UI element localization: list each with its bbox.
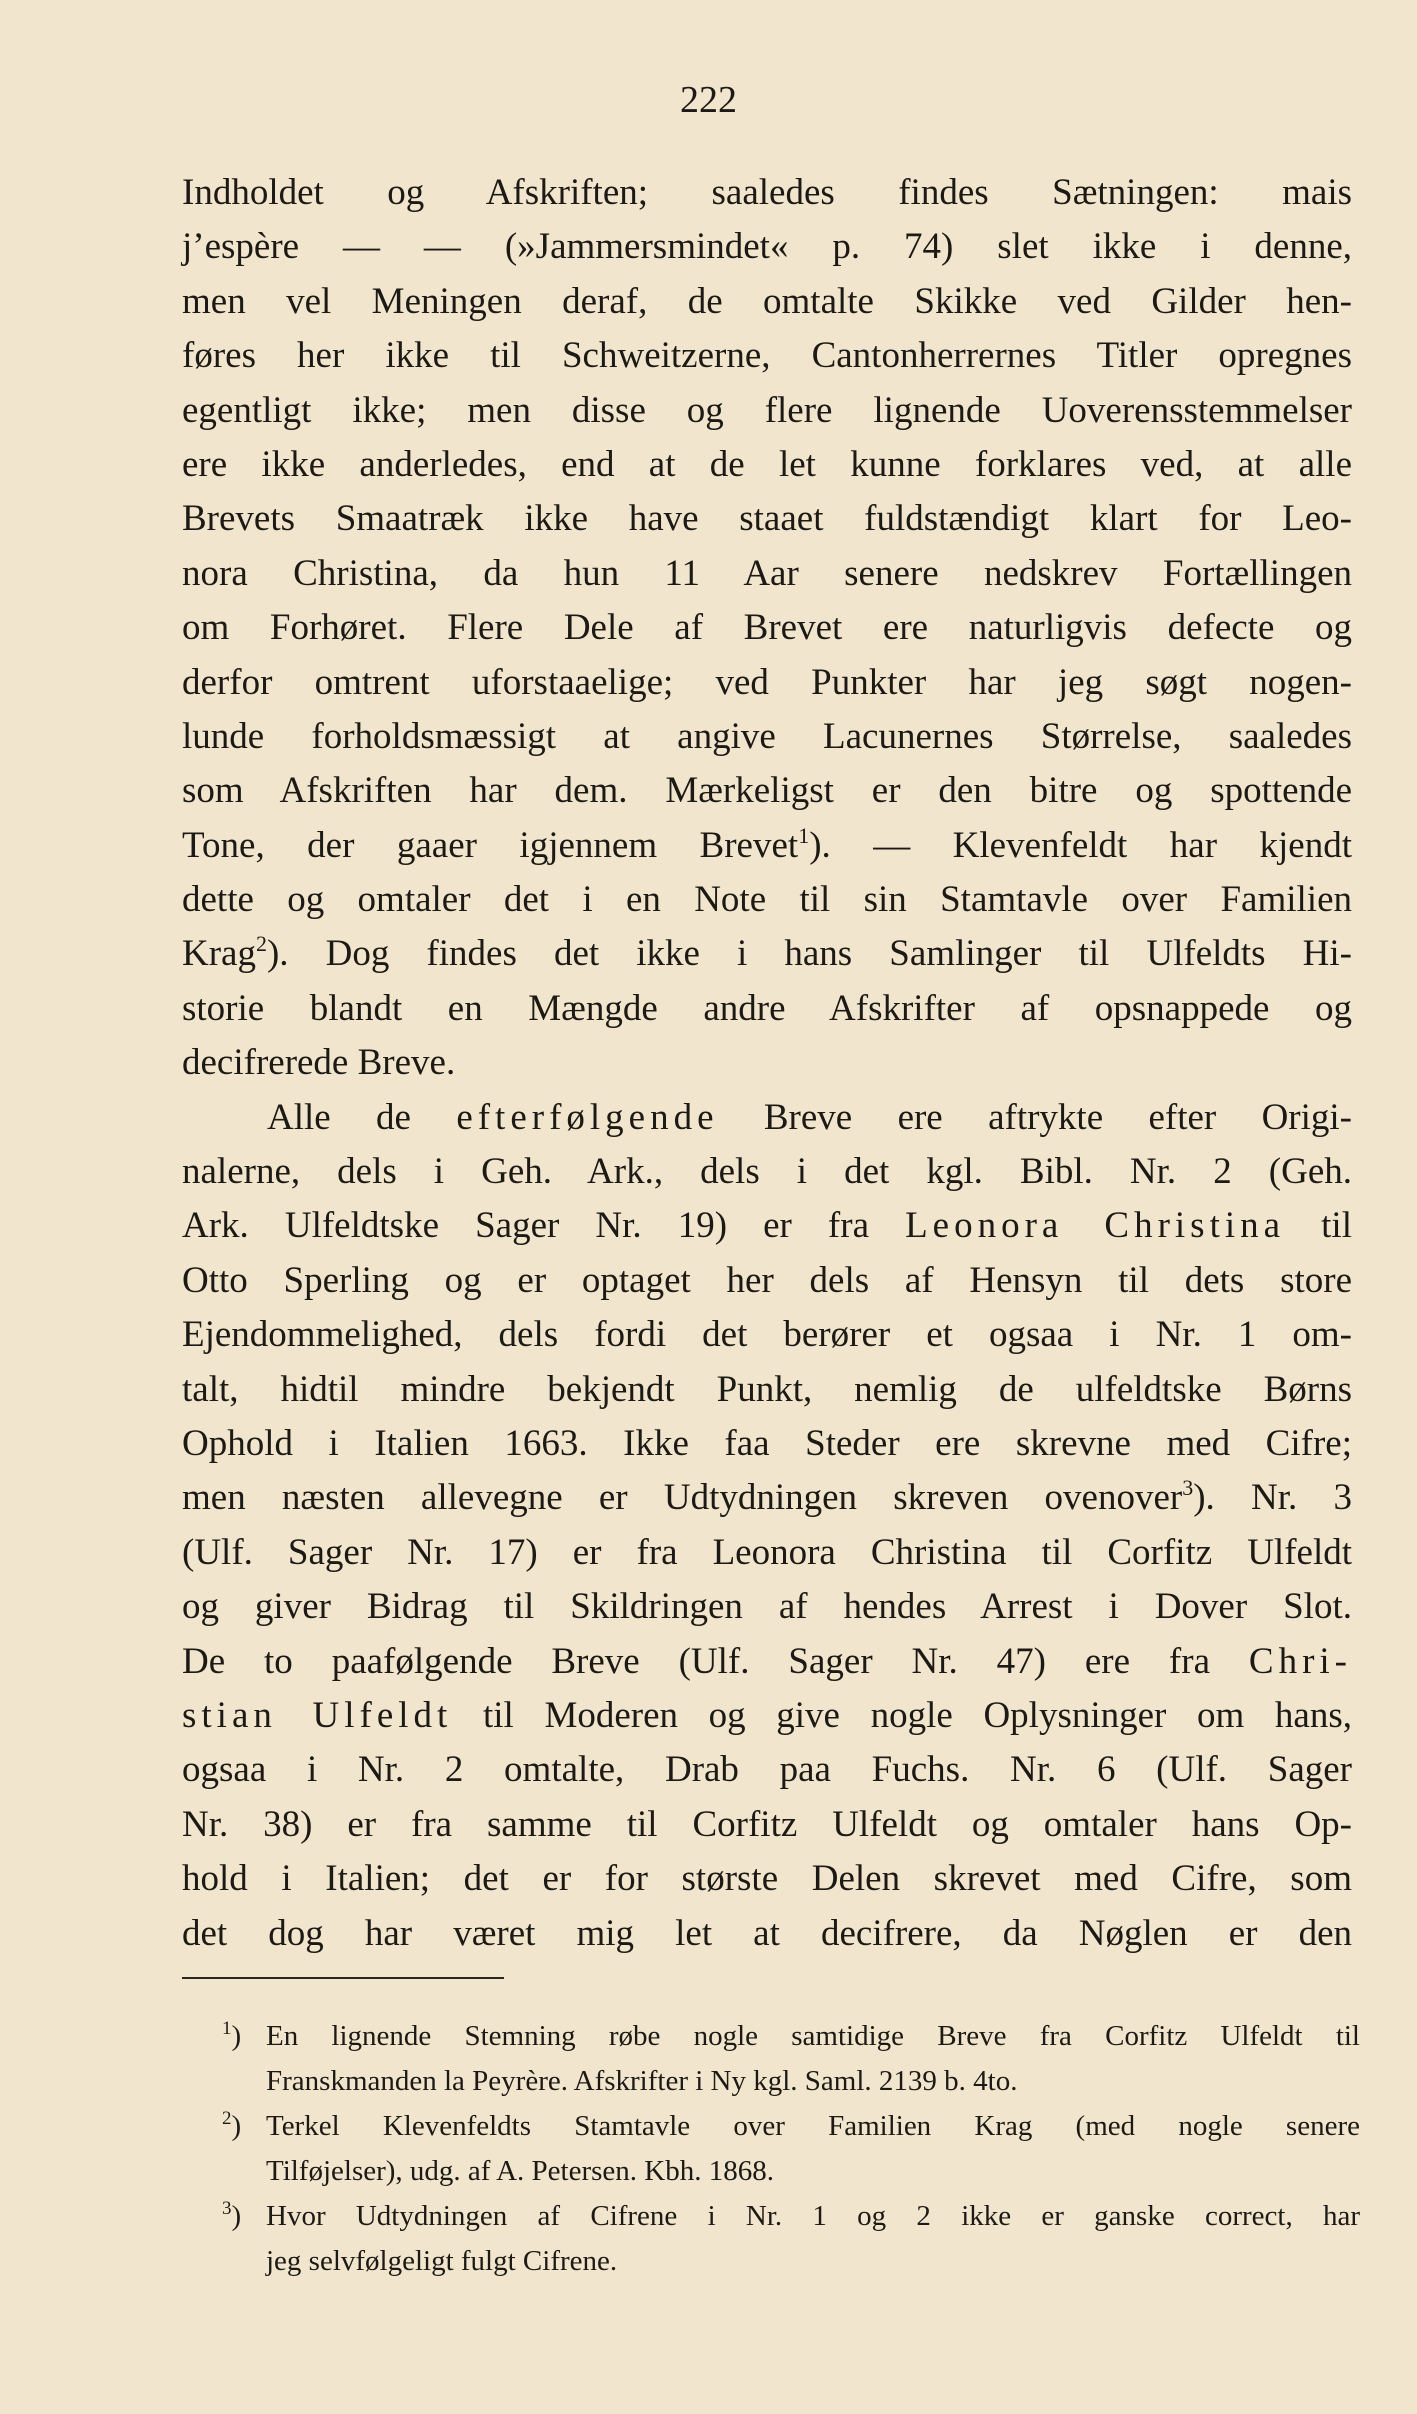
line-segment: ). Nr. 3	[1193, 1477, 1352, 1519]
footnote-text: Franskmanden la Peyrère. Afskrifter i Ny kgl. Saml. 2139 b. 4to.	[266, 2065, 1018, 2097]
text-line	[182, 1635, 1352, 1689]
footnote-number: $^3$)	[222, 2198, 242, 2232]
footnote-rule	[182, 1977, 504, 1979]
text-line: Nr. 38) er fra samme til Corfitz Ulfeldt og omtaler hans Op-	[182, 1803, 1352, 1845]
text-line	[182, 1199, 1352, 1253]
footnote-text: Terkel Klevenfeldts Stamtavle over Familien Krag (med nogle senere	[266, 2110, 1360, 2142]
footnote-number-sup: 3	[222, 2198, 232, 2219]
footnote-line	[222, 2059, 1360, 2104]
text-line: føres her ikke til Schweitzerne, Cantonherrernes Titler opregnes	[182, 335, 1352, 377]
footnote-line	[222, 2194, 1360, 2239]
text-line	[182, 819, 1352, 873]
footnote-text: Hvor Udtydningen af Cifrene i Nr. 1 og 2 ikke er ganske correct, har	[266, 2200, 1360, 2232]
line-segment: ). — Klevenfeldt har kjendt	[809, 824, 1352, 866]
spaced-name: Leonora Christina	[905, 1205, 1286, 1247]
line-segment: men næsten allevegne er Udtydningen skreven ovenover	[182, 1477, 1183, 1519]
footnote-text: jeg selvfølgeligt fulgt Cifrene.	[266, 2245, 618, 2277]
text-line: ere ikke anderledes, end at de let kunne forklares ved, at alle	[182, 443, 1352, 485]
body-text	[182, 166, 1352, 1961]
text-line: om Forhøret. Flere Dele af Brevet ere naturligvis defecte og	[182, 607, 1352, 649]
footnote-line	[222, 2149, 1360, 2194]
text-line: lunde forholdsmæssigt at angive Lacunernes Størrelse, saaledes	[182, 715, 1352, 757]
footnote-line	[222, 2014, 1360, 2059]
text-line	[182, 1091, 1352, 1145]
text-line: egentligt ikke; men disse og flere lignende Uoverensstemmelser	[182, 389, 1352, 431]
line-segment: til Moderen og give nogle Oplysninger om hans,	[452, 1694, 1352, 1736]
text-line: talt, hidtil mindre bekjendt Punkt, nemlig de ulfeldtske Børns	[182, 1368, 1352, 1410]
text-line: det dog har været mig let at decifrere, da Nøglen er den	[182, 1912, 1352, 1954]
text-line: men vel Meningen deraf, de omtalte Skikke ved Gilder hen-	[182, 280, 1352, 322]
footnote-number: $^1$)	[222, 2018, 242, 2052]
text-line: dette og omtaler det i en Note til sin Stamtavle over Familien	[182, 879, 1352, 921]
line-segment: Breve ere aftrykte efter Origi-	[718, 1096, 1352, 1138]
footnote-ref: 2	[255, 931, 267, 957]
spaced-name: Chri-	[1248, 1640, 1352, 1682]
spaced-name: efterfølgende	[456, 1096, 719, 1138]
text-line: Brevets Smaatræk ikke have staaet fuldstændigt klart for Leo-	[182, 498, 1352, 540]
text-line: storie blandt en Mængde andre Afskrifter af opsnappede og	[182, 987, 1352, 1029]
text-line: ogsaa i Nr. 2 omtalte, Drab paa Fuchs. Nr. 6 (Ulf. Sager	[182, 1749, 1352, 1791]
line-segment: Alle de	[267, 1096, 457, 1138]
line-segment: Ark. Ulfeldtske Sager Nr. 19) er fra	[182, 1205, 906, 1247]
footnote-line	[222, 2239, 1360, 2284]
text-line: (Ulf. Sager Nr. 17) er fra Leonora Christina til Corfitz Ulfeldt	[182, 1531, 1352, 1573]
text-line: nalerne, dels i Geh. Ark., dels i det kgl. Bibl. Nr. 2 (Geh.	[182, 1151, 1352, 1193]
line-segment: ). Dog findes det ikke i hans Samlinger til Ulfeldts Hi-	[266, 933, 1352, 975]
line-segment: Tone, der gaaer igjennem Brevet	[182, 824, 799, 866]
text-line: og giver Bidrag til Skildringen af hendes Arrest i Dover Slot.	[182, 1586, 1352, 1628]
footnote-text: En lignende Stemning røbe nogle samtidige Breve fra Corfitz Ulfeldt til	[266, 2020, 1360, 2052]
text-line: Indholdet og Afskriften; saaledes findes Sætningen: mais	[182, 172, 1352, 213]
footnote-ref: 3	[1182, 1475, 1194, 1501]
text-line: nora Christina, da hun 11 Aar senere nedskrev Fortællingen	[182, 552, 1352, 594]
footnote-text: Tilføjelser), udg. af A. Petersen. Kbh. 1868.	[266, 2155, 774, 2187]
text-line: j’espère — — (»Jammersmindet« p. 74) slet ikke i denne,	[182, 226, 1352, 268]
text-line: Ophold i Italien 1663. Ikke faa Steder ere skrevne med Cifre;	[182, 1422, 1352, 1464]
footnote-number-sup: 2	[222, 2108, 232, 2129]
text-line: decifrerede Breve.	[182, 1042, 456, 1084]
text-line: Otto Sperling og er optaget her dels af Hensyn til dets store	[182, 1259, 1352, 1301]
text-line	[182, 927, 1352, 981]
text-line	[182, 1471, 1352, 1525]
line-segment: Krag	[182, 933, 256, 975]
footnote-number: $^2$)	[222, 2108, 242, 2142]
text-line: Ejendommelighed, dels fordi det berører et ogsaa i Nr. 1 om-	[182, 1314, 1352, 1356]
footnote-line	[222, 2104, 1360, 2149]
text-line: som Afskriften har dem. Mærkeligst er den bitre og spottende	[182, 770, 1352, 812]
text-line: derfor omtrent uforstaaelige; ved Punkter har jeg søgt nogen-	[182, 661, 1352, 703]
text-line: hold i Italien; det er for største Delen skrevet med Cifre, som	[182, 1858, 1352, 1900]
footnotes	[222, 2014, 1360, 2284]
spaced-name: stian Ulfeldt	[182, 1694, 453, 1736]
footnote-number-sup: 1	[222, 2018, 232, 2039]
footnote-ref: 1	[798, 822, 810, 848]
page-number: 222	[680, 79, 737, 121]
line-segment: De to paafølgende Breve (Ulf. Sager Nr. 47) ere fra	[182, 1640, 1249, 1682]
text-line	[182, 1689, 1352, 1743]
line-segment: til	[1285, 1205, 1352, 1247]
